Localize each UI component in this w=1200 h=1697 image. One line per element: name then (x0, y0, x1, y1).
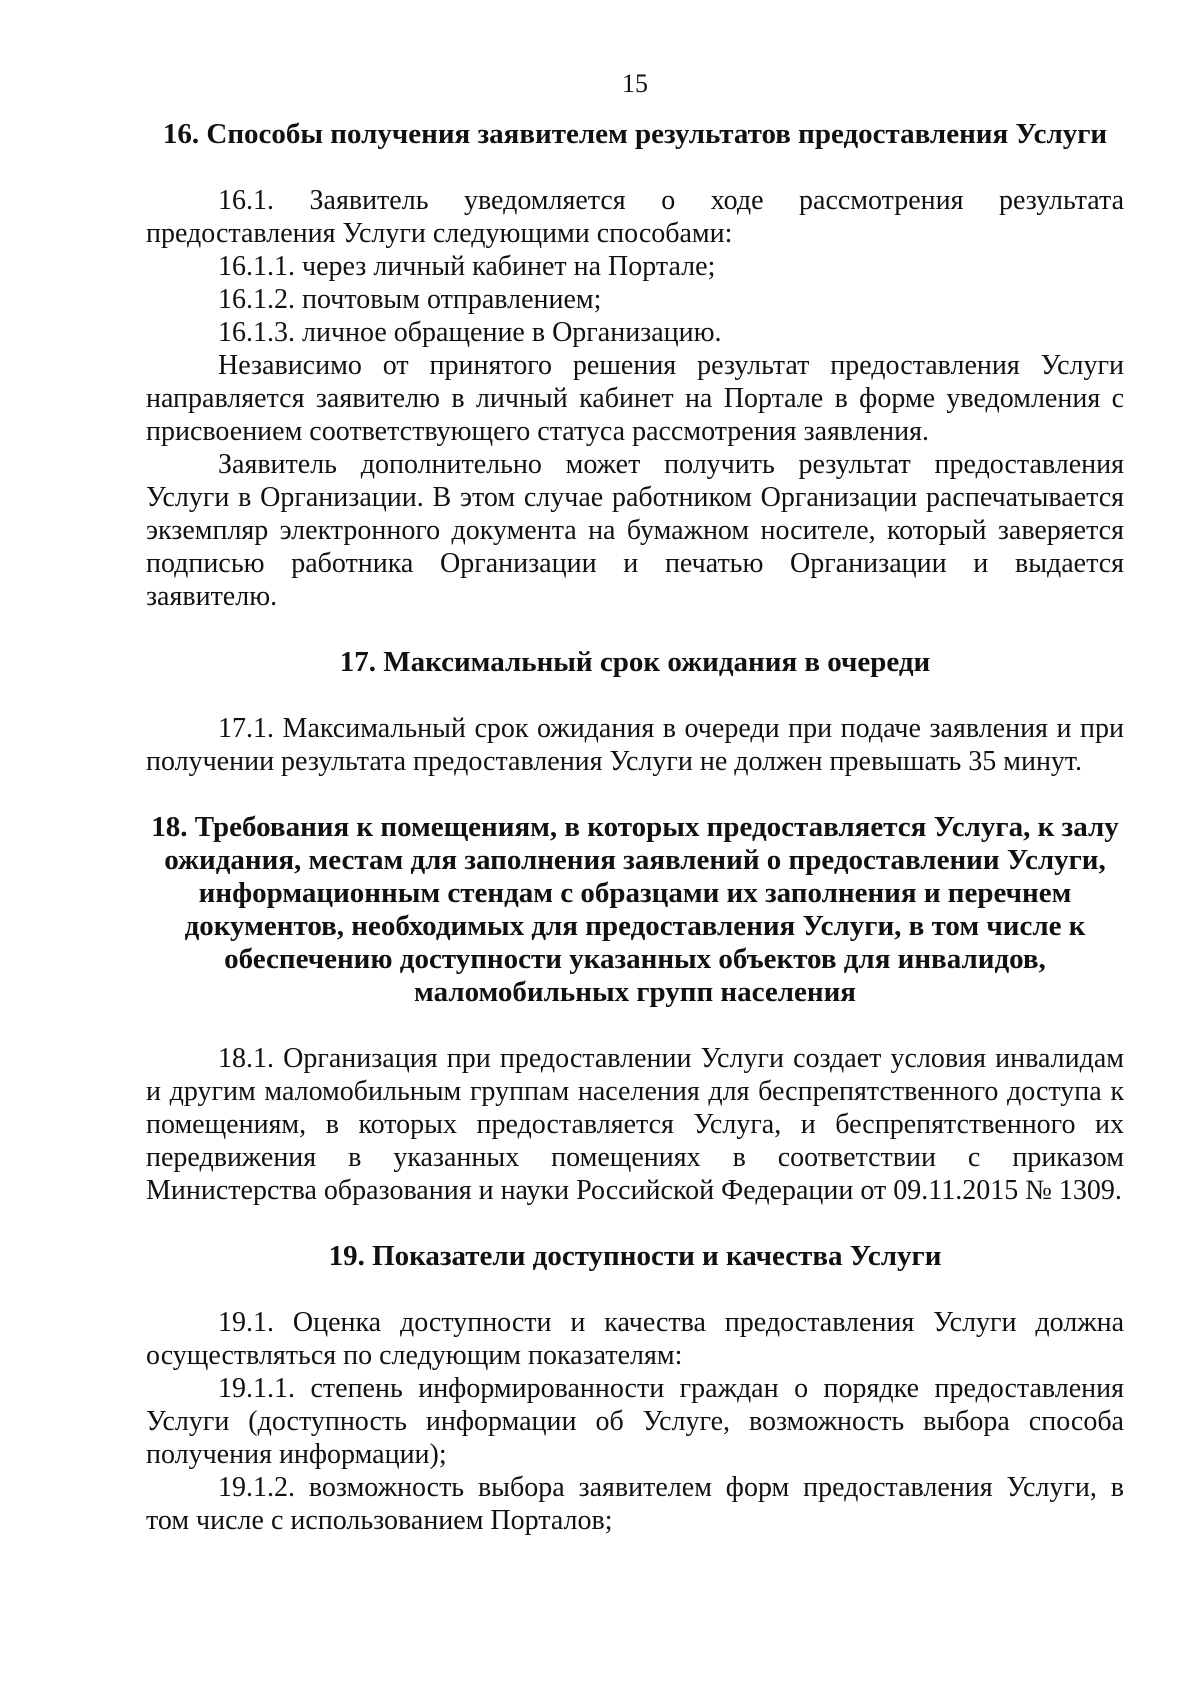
section-19-heading: 19. Показатели доступности и качества Услуги (328, 1240, 942, 1272)
section-16-paragraph: 16.1.1. через личный кабинет на Портале; (218, 251, 716, 282)
section-16-paragraph: 16.1.3. личное обращение в Организацию. (218, 317, 722, 348)
page-number: 15 (622, 69, 648, 98)
section-19-paragraph: 19.1.1. степень информированности граждан о порядке предоставления Услуги (доступность информации об Услуге, возможность выбора способа получения информации); (146, 1373, 1124, 1470)
spacer (146, 613, 1124, 646)
spacer (146, 679, 1124, 712)
spacer (146, 1273, 1124, 1306)
section-19-paragraph: 19.1. Оценка доступности и качества предоставления Услуги должна осуществляться по следующим показателям: (146, 1307, 1124, 1371)
document-page (146, 68, 1124, 1537)
section-16-paragraph: 16.1.2. почтовым отправлением; (218, 284, 602, 315)
section-18-paragraph: 18.1. Организация при предоставлении Услуги создает условия инвалидам и другим маломобильным группам населения для беспрепятственного доступа к помещениям, в которых предоставляется Услуга, и беспрепятственного их передвижения в указанных помещениях в соответствии с приказом Министерства образования и науки Российской Федерации от 09.11.2015 № 1309. (146, 1043, 1124, 1206)
section-18-heading: 18. Требования к помещениям, в которых предоставляется Услуга, к залу ожидания, местам для заполнения заявлений о предоставлении Услуги, информационным стендам с образцами их заполнения и перечнем документов, необходимых для предоставления Услуги, в том числе к обеспечению доступности указанных объектов для инвалидов, маломобильных групп населения (151, 811, 1119, 1008)
section-16-heading: 16. Способы получения заявителем результатов предоставления Услуги (162, 118, 1108, 150)
spacer (146, 151, 1124, 184)
spacer (146, 1207, 1124, 1240)
section-16-paragraph: Заявитель дополнительно может получить результат предоставления Услуги в Организации. В этом случае работником Организации распечатывается экземпляр электронного документа на бумажном носителе, который заверяется подписью работника Организации и печатью Организации и выдается заявителю. (146, 449, 1124, 612)
spacer (146, 778, 1124, 811)
section-17-heading: 17. Максимальный срок ожидания в очереди (339, 646, 931, 678)
spacer (146, 1009, 1124, 1042)
section-16-paragraph: Независимо от принятого решения результат предоставления Услуги направляется заявителю в личный кабинет на Портале в форме уведомления с присвоением соответствующего статуса рассмотрения заявления. (146, 350, 1124, 447)
section-17-paragraph: 17.1. Максимальный срок ожидания в очереди при подаче заявления и при получении результата предоставления Услуги не должен превышать 35 минут. (146, 713, 1124, 777)
section-16-paragraph: 16.1. Заявитель уведомляется о ходе рассмотрения результата предоставления Услуги следующими способами: (146, 185, 1124, 249)
section-19-paragraph: 19.1.2. возможность выбора заявителем форм предоставления Услуги, в том числе с использованием Порталов; (146, 1472, 1124, 1536)
